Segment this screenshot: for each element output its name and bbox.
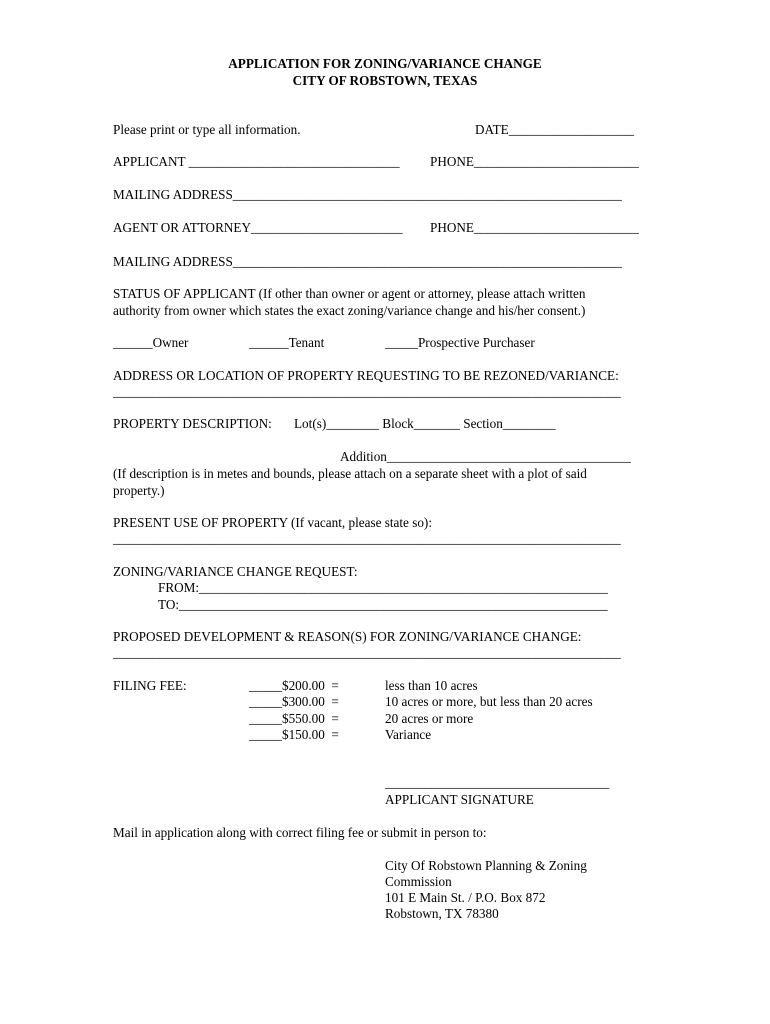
lot-block-section-fields[interactable]: Lot(s)________ Block_______ Section________ (294, 416, 556, 431)
mail-address-line: Commission (385, 874, 452, 889)
agent-phone-field[interactable]: PHONE_________________________ (430, 220, 639, 235)
status-tenant-option[interactable]: ______Tenant (249, 335, 325, 350)
status-label-line2: authority from owner which states the exact zoning/variance change and his/her consent.) (113, 303, 586, 318)
fee-description: Variance (385, 727, 432, 742)
fee-amount-option[interactable]: _____$150.00 = (249, 727, 339, 742)
zoning-to-field[interactable]: TO:_________________________________________________________________ (158, 597, 608, 612)
status-owner-option[interactable]: ______Owner (113, 335, 189, 350)
proposed-development-blank[interactable]: _____________________________________________________________________________ (113, 645, 621, 660)
fee-amount-option[interactable]: _____$550.00 = (249, 711, 339, 726)
fee-amount-option[interactable]: _____$200.00 = (249, 678, 339, 693)
date-field[interactable]: DATE___________________ (475, 122, 634, 137)
location-label: ADDRESS OR LOCATION OF PROPERTY REQUESTING TO BE REZONED/VARIANCE: (113, 368, 619, 383)
mail-instruction: Mail in application along with correct filing fee or submit in person to: (113, 825, 487, 840)
signature-label: APPLICANT SIGNATURE (385, 792, 534, 807)
metes-bounds-note-line1: (If description is in metes and bounds, please attach on a separate sheet with a plot of said (113, 466, 587, 481)
fee-description: 10 acres or more, but less than 20 acres (385, 694, 593, 709)
fee-description: 20 acres or more (385, 711, 474, 726)
print-instruction: Please print or type all information. (113, 122, 301, 137)
present-use-blank[interactable]: _____________________________________________________________________________ (113, 531, 621, 546)
status-purchaser-option[interactable]: _____Prospective Purchaser (385, 335, 535, 350)
zoning-from-field[interactable]: FROM:______________________________________________________________ (158, 580, 608, 595)
status-label-line1: STATUS OF APPLICANT (If other than owner or agent or attorney, please attach written (113, 286, 586, 301)
mailing-address-field-1[interactable]: MAILING ADDRESS___________________________________________________________ (113, 187, 622, 202)
location-blank[interactable]: _____________________________________________________________________________ (113, 384, 621, 399)
agent-attorney-field[interactable]: AGENT OR ATTORNEY_______________________ (113, 220, 403, 235)
signature-line[interactable]: __________________________________ (385, 775, 610, 790)
filing-fee-label: FILING FEE: (113, 678, 187, 693)
mail-address-line: Robstown, TX 78380 (385, 906, 499, 921)
proposed-development-label: PROPOSED DEVELOPMENT & REASON(S) FOR ZONING/VARIANCE CHANGE: (113, 629, 582, 644)
mail-address-line: City Of Robstown Planning & Zoning (385, 858, 587, 873)
property-description-label: PROPERTY DESCRIPTION: (113, 416, 272, 431)
applicant-phone-field[interactable]: PHONE_________________________ (430, 154, 639, 169)
form-title: APPLICATION FOR ZONING/VARIANCE CHANGE (228, 56, 542, 71)
fee-description: less than 10 acres (385, 678, 478, 693)
mailing-address-field-2[interactable]: MAILING ADDRESS___________________________________________________________ (113, 254, 622, 269)
metes-bounds-note-line2: property.) (113, 483, 165, 498)
present-use-label: PRESENT USE OF PROPERTY (If vacant, please state so): (113, 515, 432, 530)
mail-address-line: 101 E Main St. / P.O. Box 872 (385, 890, 546, 905)
zoning-request-label: ZONING/VARIANCE CHANGE REQUEST: (113, 564, 358, 579)
fee-amount-option[interactable]: _____$300.00 = (249, 694, 339, 709)
addition-field[interactable]: Addition_____________________________________ (340, 449, 631, 464)
applicant-field[interactable]: APPLICANT ________________________________ (113, 154, 400, 169)
form-subtitle: CITY OF ROBSTOWN, TEXAS (292, 73, 478, 88)
